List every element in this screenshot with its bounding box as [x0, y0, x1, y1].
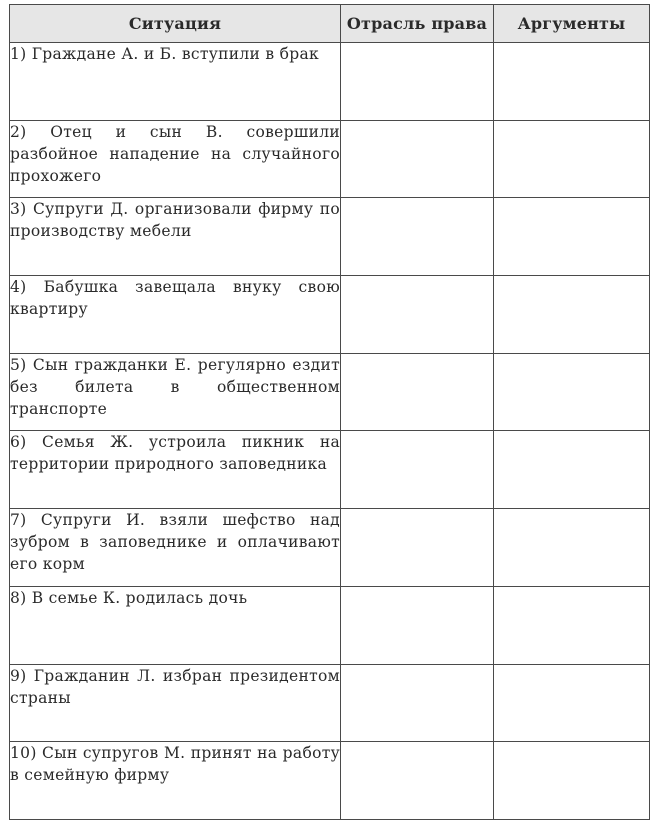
table-row	[10, 43, 650, 121]
arguments-answer-cell[interactable]	[494, 353, 650, 431]
arguments-answer-cell[interactable]	[494, 431, 650, 509]
situations-table	[9, 4, 650, 820]
situation-cell: 6) Семья Ж. устроила пикник на территории природного заповедника	[10, 431, 341, 509]
branch-answer-cell[interactable]	[341, 509, 494, 587]
table-row	[10, 664, 650, 742]
situation-cell: 4) Бабушка завещала внуку свою квартиру	[10, 276, 341, 354]
branch-answer-cell[interactable]	[341, 198, 494, 276]
table-row	[10, 431, 650, 509]
header-arguments: Аргументы	[494, 5, 650, 43]
table-row	[10, 586, 650, 664]
situation-cell: 3) Супруги Д. организовали фирму по производству мебели	[10, 198, 341, 276]
header-branch-of-law: Отрасль права	[341, 5, 494, 43]
situation-cell: 7) Супруги И. взяли шефство над зубром в заповеднике и оплачивают его корм	[10, 509, 341, 587]
table-row	[10, 198, 650, 276]
table-header-row	[10, 5, 650, 43]
branch-answer-cell[interactable]	[341, 120, 494, 198]
arguments-answer-cell[interactable]	[494, 664, 650, 742]
arguments-answer-cell[interactable]	[494, 586, 650, 664]
table-row	[10, 353, 650, 431]
arguments-answer-cell[interactable]	[494, 198, 650, 276]
branch-answer-cell[interactable]	[341, 431, 494, 509]
header-situation: Ситуация	[10, 5, 341, 43]
branch-answer-cell[interactable]	[341, 664, 494, 742]
situation-cell: 10) Сын супругов М. принят на работу в семейную фирму	[10, 742, 341, 820]
arguments-answer-cell[interactable]	[494, 509, 650, 587]
arguments-answer-cell[interactable]	[494, 742, 650, 820]
situation-cell: 1) Граждане А. и Б. вступили в брак	[10, 43, 341, 121]
branch-answer-cell[interactable]	[341, 586, 494, 664]
table-row	[10, 742, 650, 820]
situation-cell: 5) Сын гражданки Е. регулярно ездит без билета в общественном транспорте	[10, 353, 341, 431]
situation-cell: 2) Отец и сын В. совершили разбойное нападение на случайного прохожего	[10, 120, 341, 198]
situation-cell: 9) Гражданин Л. избран президентом страны	[10, 664, 341, 742]
situation-cell: 8) В семье К. родилась дочь	[10, 586, 341, 664]
arguments-answer-cell[interactable]	[494, 276, 650, 354]
branch-answer-cell[interactable]	[341, 742, 494, 820]
worksheet	[9, 4, 649, 818]
table-row	[10, 509, 650, 587]
arguments-answer-cell[interactable]	[494, 43, 650, 121]
branch-answer-cell[interactable]	[341, 353, 494, 431]
table-row	[10, 276, 650, 354]
arguments-answer-cell[interactable]	[494, 120, 650, 198]
branch-answer-cell[interactable]	[341, 276, 494, 354]
branch-answer-cell[interactable]	[341, 43, 494, 121]
table-row	[10, 120, 650, 198]
